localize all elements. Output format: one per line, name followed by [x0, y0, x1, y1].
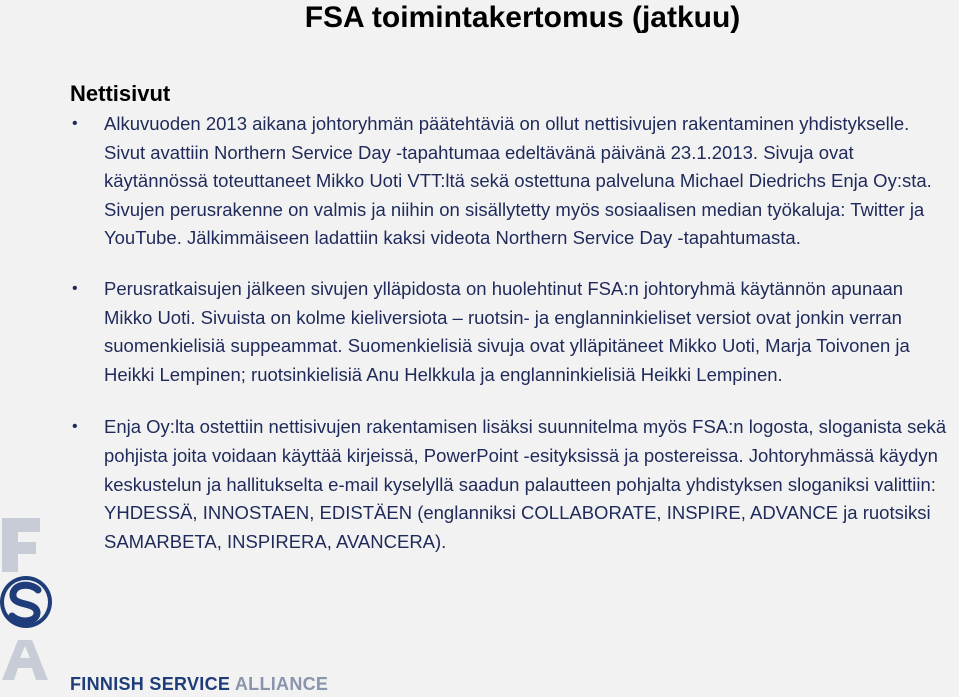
fsa-logo-emblem-icon	[0, 510, 62, 697]
section-heading: Nettisivut	[70, 81, 171, 106]
bullet-dot-icon: •	[72, 418, 78, 436]
page-title: FSA toimintakertomus (jatkuu)	[304, 1, 741, 34]
bullet-text: Enja Oy:lta ostettiin nettisivujen rakentamisen lisäksi suunnitelma myös FSA:n logosta, sloganista sekä pohjista joita voidaan käyttää kirjeissä, PowerPoint -esityksissä ja postereissa. Johtoryhmässä käydyn keskustelun ja hallitukselta e-mail kyselyllä saadun palautteen pohjalta yhdistyksen sloganiksi valittiin: YHDESSÄ, INNOSTAEN, EDISTÄEN (englanniksi COLLABORATE, INSPIRE, ADVANCE ja ruotsiksi SAMARBETA, INSPIRERA, AVANCERA).	[104, 416, 947, 552]
bullet-item	[70, 275, 955, 389]
bullet-dot-icon: •	[72, 279, 78, 297]
bullet-dot-icon: •	[72, 115, 78, 132]
bullet-item	[70, 110, 955, 253]
fsa-logo-text	[70, 673, 328, 695]
bullet-text: Alkuvuoden 2013 aikana johtoryhmän päätehtäviä on ollut nettisivujen rakentaminen yhdistykselle. Sivut avattiin Northern Service Day -tapahtumaa edeltävänä päivänä 23.1.2013. Sivuja ovat käytännössä toteuttaneet Mikko Uoti VTT:ltä sekä ostettuna palveluna Michael Diedrichs Enja Oy:sta. Sivujen perusrakenne on valmis ja niihin on sisällytetty myös sosiaalisen median työkaluja: Twitter ja YouTube. Jälkimmäiseen ladattiin kaksi videota Northern Service Day -tapahtumasta.	[104, 113, 932, 249]
bullet-list	[70, 110, 955, 556]
logo-text-light: ALLIANCE	[234, 674, 329, 694]
bullet-text: Perusratkaisujen jälkeen sivujen ylläpidosta on huolehtinut FSA:n johtoryhmä käytännön apunaan Mikko Uoti. Sivuista on kolme kieliversiota – ruotsin- ja englanninkieliset versiot ovat jonkin verran suomenkielisiä suppeammat. Suomenkielisiä sivuja ovat ylläpitäneet Mikko Uoti, Marja Toivonen ja Heikki Lempinen; ruotsinkielisiä Anu Helkkula ja englanninkielisiä Heikki Lempinen.	[104, 277, 910, 385]
logo-text-bold: FINNISH SERVICE	[70, 674, 235, 694]
bullet-item	[70, 413, 955, 556]
